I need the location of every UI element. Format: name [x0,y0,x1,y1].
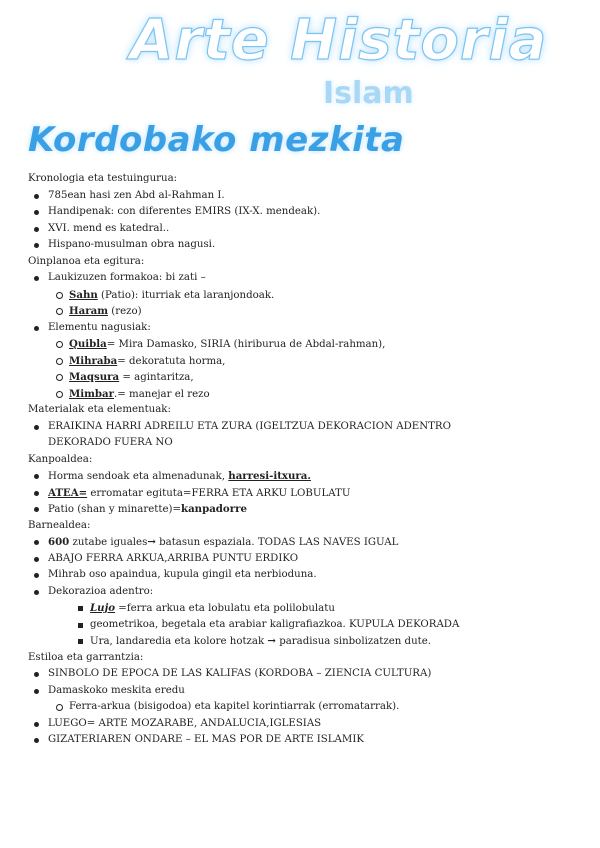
circle-bullet-icon [56,374,63,381]
bullet-icon [34,474,39,479]
list-item: 600 zutabe iguales→ batasun espaziala. TODAS LAS NAVES IGUAL [28,534,588,551]
list-item: ABAJO FERRA ARKUA,ARRIBA PUNTU ERDIKO [28,551,588,568]
list-item: ERAIKINA HARRI ADREILU ETA ZURA (IGELTZUA DEKORACION ADENTRO [28,419,588,436]
list-item-continuation: DEKORADO FUERA NO [48,437,173,448]
bullet-icon [34,491,39,496]
circle-bullet-icon [56,391,63,398]
bullet-icon [34,540,39,545]
list-item: Ferra-arkua (bisigodoa) eta kapitel korintiarrak (erromatarrak). [28,699,588,716]
list-item: Mihrab oso apaindua, kupula gingil eta nerbioduna. [28,567,588,584]
section-title-plan: Oinplanoa eta egitura: [28,255,145,267]
bullet-icon [34,722,39,727]
section-title-chronology: Kronologia eta testuingurua: [28,173,178,184]
list-item: XVI. mend es katedral.. [28,221,588,238]
arrow-icon: → [267,635,276,647]
bullet-icon [34,194,39,199]
bullet-icon [34,276,39,281]
square-bullet-icon [78,606,83,611]
list-item: ATEA= erromatar egituta=FERRA ETA ARKU LOBULATU [28,485,588,502]
list-item-haram: Haram (rezo) [28,303,588,320]
circle-bullet-icon [56,358,63,365]
list-item: Ura, landaredia eta kolore hotzak → paradisua sinbolizatzen dute. [28,633,588,650]
list-item: GIZATERIAREN ONDARE – EL MAS POR DE ARTE ISLAMIK [28,732,588,749]
section-title-materials: Materialak eta elementuak: [28,404,171,415]
list-item: Dekorazioa adentro: [28,584,588,601]
section-title-exterior: Kanpoaldea: [28,453,93,465]
list-item: Hispano-musulman obra nagusi. [28,237,588,254]
list-item-lujo: Lujo =ferra arkua eta lobulatu eta polilobulatu [28,600,588,617]
list-item-quibla: Quibla= Mira Damasko, SIRIA (hiriburua de Abdal-rahman), [28,336,588,353]
list-item: 785ean hasi zen Abd al-Rahman I. [28,188,588,205]
list-item-sahn: Sahn (Patio): iturriak eta laranjondoak. [28,287,588,304]
square-bullet-icon [78,639,83,644]
square-bullet-icon [78,623,83,628]
circle-bullet-icon [56,292,63,299]
banner-title: Arte Historia [130,8,548,73]
circle-bullet-icon [56,341,63,348]
list-item: Laukizuzen formakoa: bi zati – [28,270,588,287]
section-title-style: Estiloa eta garrantzia: [28,651,144,663]
bullet-icon [34,557,39,562]
list-item-maqsura: Maqsura = agintaritza, [28,369,588,386]
circle-bullet-icon [56,704,63,711]
list-item: Horma sendoak eta almenadunak, harresi-itxura. [28,468,588,485]
list-item: Patio (shan y minarette)=kanpadorre [28,501,588,518]
bullet-icon [34,243,39,248]
list-item: Handipenak: con diferentes EMIRS (IX-X. mendeak). [28,204,588,221]
list-item: LUEGO= ARTE MOZARABE, ANDALUCIA,IGLESIAS [28,716,588,733]
page-heading: Kordobako mezkita [28,120,405,160]
list-item-mimbar: Mimbar.= manejar el rezo [28,386,588,403]
bullet-icon [34,672,39,677]
bullet-icon [34,210,39,215]
bullet-icon [34,590,39,595]
bullet-icon [34,227,39,232]
arrow-icon: → [147,536,156,548]
title-banner [0,0,600,125]
bullet-icon [34,425,39,430]
banner-subtitle: Islam [323,76,414,111]
bullet-icon [34,507,39,512]
bullet-icon [34,738,39,743]
circle-bullet-icon [56,308,63,315]
bullet-icon [34,326,39,331]
bullet-icon [34,573,39,578]
notes-body [28,171,588,749]
bullet-icon [34,689,39,694]
section-title-interior: Barnealdea: [28,519,91,531]
list-item: Damaskoko meskita eredu [28,683,588,700]
list-item-mihraba: Mihraba= dekoratuta horma, [28,353,588,370]
list-item: SINBOLO DE EPOCA DE LAS KALIFAS (KORDOBA – ZIENCIA CULTURA) [28,666,588,683]
list-item: Elementu nagusiak: [28,320,588,337]
list-item: geometrikoa, begetala eta arabiar kaligrafiazkoa. KUPULA DEKORADA [28,617,588,634]
